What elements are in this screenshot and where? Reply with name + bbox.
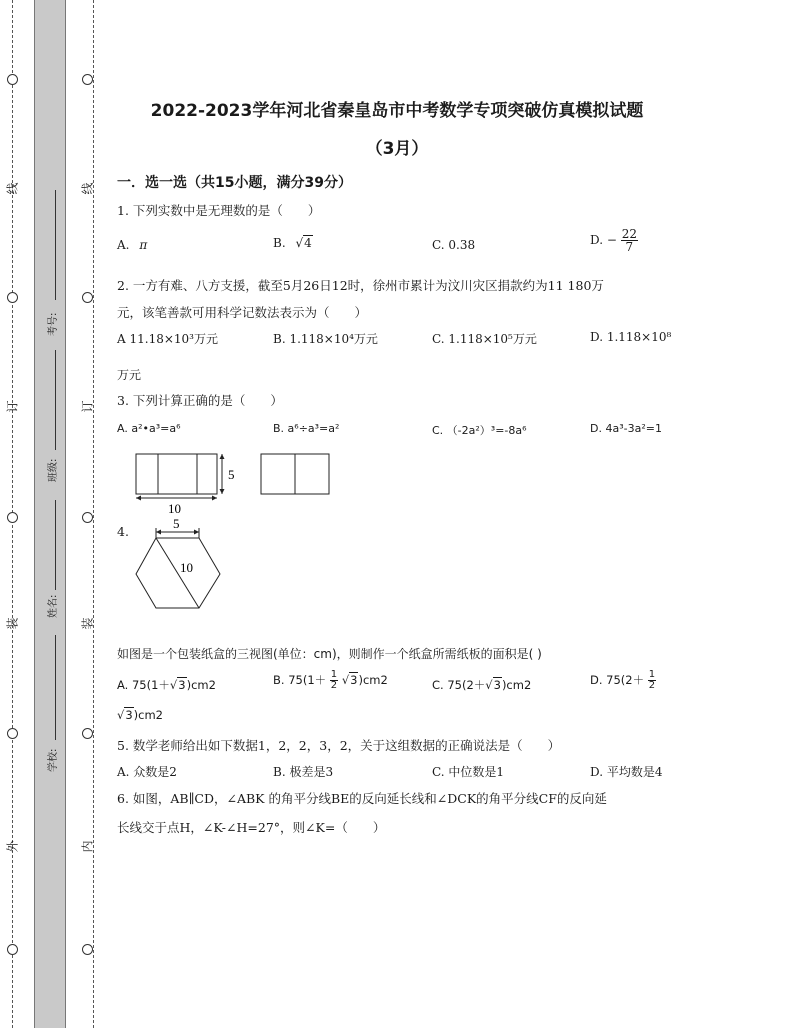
question-5-stem: 5. 数学老师给出如下数据1，2，2，3，2，关于这组数据的正确说法是（ ） [117,738,561,753]
question-1-stem: 1. 下列实数中是无理数的是（ ） [117,203,321,218]
dimension-label-side: 5 [173,516,180,531]
field-exam-number-blank[interactable] [55,190,56,300]
q4-b-denominator: 2 [330,680,338,691]
q3-option-b[interactable]: B. a⁶÷a³=a² [273,422,340,435]
arrowhead [212,496,217,501]
margin-char: 外 [5,840,20,853]
q4-option-c[interactable] [432,677,531,693]
q4-d-prefix: D. 75(2＋ [590,673,645,687]
q5-option-a[interactable]: A. 众数是2 [117,765,177,779]
q4-three-view-figure [120,448,350,613]
q4-a-prefix: A. 75(1＋ [117,678,170,692]
q1-option-c[interactable]: C. 0.38 [432,238,476,252]
arrowhead [194,530,199,535]
arrowhead [136,496,141,501]
binding-hole [82,944,93,955]
dimension-label-width: 10 [168,501,181,516]
q1-option-b[interactable] [273,236,313,250]
q1-d-label: D. − [590,233,617,247]
binding-hole [7,728,18,739]
margin-char: 内 [80,840,95,853]
dimension-label-height: 5 [228,467,235,482]
question-2-stem-line1: 2. 一方有难、八方支援，截至5月26日12时，徐州市累计为汶川灾区捐款约为11 180万 [117,278,604,293]
q5-option-d[interactable]: D. 平均数是4 [590,765,663,779]
binding-hole [7,292,18,303]
q1-a-label: A. [117,238,130,252]
margin-char: 订 [5,400,20,413]
q3-option-d[interactable]: D. 4a³-3a²=1 [590,422,662,435]
question-4-number: 4. [117,524,129,539]
field-class-label: 班级: [48,458,59,482]
q4-option-b[interactable] [273,670,388,691]
q2-option-d[interactable]: D. 1.118×10⁸ [590,330,672,344]
q4-c-radicand: 3 [493,678,501,692]
q1-b-label: B. [273,236,286,250]
binding-hole [82,74,93,85]
question-3-stem: 3. 下列计算正确的是（ ） [117,393,283,408]
binding-hole [7,944,18,955]
question-4-stem: 如图是一个包装纸盒的三视图(单位：cm)，则制作一个纸盒所需纸板的面积是( ) [117,647,542,661]
field-name-label: 姓名: [48,594,59,618]
field-exam-number-label: 考号: [48,312,59,336]
q4-a-radicand: 3 [178,678,186,692]
q4-option-a[interactable] [117,677,216,693]
sqrt-symbol: √ [341,673,350,687]
binding-hole [82,728,93,739]
q4-d-radicand: 3 [125,708,133,722]
q4-option-d-continued [117,708,163,722]
page-title: 2022-2023学年河北省秦皇岛市中考数学专项突破仿真模拟试题 [150,101,644,121]
q5-option-b[interactable]: B. 极差是3 [273,765,334,779]
question-6-stem-line2: 长线交于点H，∠K-∠H=27°，则∠K=（ ） [117,820,386,835]
front-view [136,454,217,494]
page-subtitle: （3月） [365,139,429,159]
q1-b-radicand: 4 [304,236,312,250]
q4-d-denominator: 2 [648,680,656,691]
binding-hole [7,74,18,85]
field-school-blank[interactable] [55,635,56,740]
q4-d-numerator: 1 [648,669,656,680]
arrowhead [220,454,225,459]
sqrt-symbol: √ [295,236,304,250]
q2-option-d-continued: 万元 [117,368,142,382]
arrowhead [220,489,225,494]
q3-option-a[interactable]: A. a²•a³=a⁶ [117,422,181,435]
q4-option-d[interactable] [590,670,656,691]
q2-option-a[interactable]: A 11.18×10³万元 [117,332,218,346]
q3-option-c[interactable]: C. （-2a²）³=-8a⁶ [432,424,527,437]
margin-char: 线 [5,182,20,195]
q4-b-numerator: 1 [330,669,338,680]
q1-option-d[interactable] [590,228,638,253]
q4-d-fraction [648,670,656,691]
q5-option-c[interactable]: C. 中位数是1 [432,765,505,779]
q1-d-denominator: 7 [625,240,634,254]
q1-a-value: π [139,238,148,252]
field-class-blank[interactable] [55,350,56,450]
dimension-label-diagonal: 10 [180,560,193,575]
q4-b-radicand: 3 [350,673,358,687]
q4-b-prefix: B. 75(1＋ [273,673,327,687]
q4-b-suffix: )cm2 [358,673,388,687]
margin-char: 装 [5,617,20,630]
margin-char: 线 [80,182,95,195]
section-heading: 一．选一选（共15小题，满分39分） [117,175,352,191]
question-2-stem-line2: 元，该笔善款可用科学记数法表示为（ ） [117,305,368,320]
q4-c-prefix: C. 75(2＋ [432,678,486,692]
margin-char: 装 [80,617,95,630]
sqrt-symbol: √ [485,678,493,692]
q4-d-suffix: )cm2 [133,708,163,722]
q2-option-b[interactable]: B. 1.118×10⁴万元 [273,332,378,346]
q4-c-suffix: )cm2 [501,678,532,692]
q1-option-a[interactable] [117,238,147,252]
question-6-stem-line1: 6. 如图，AB∥CD，∠ABK 的角平分线BE的反向延长线和∠DCK的角平分线CF的反向延 [117,791,607,806]
field-name-blank[interactable] [55,500,56,590]
q4-b-fraction [330,670,338,691]
q4-a-suffix: )cm2 [186,678,216,692]
q2-option-c[interactable]: C. 1.118×10⁵万元 [432,332,537,346]
margin-char: 订 [80,400,95,413]
arrowhead [156,530,161,535]
binding-hole [7,512,18,523]
q1-d-numerator: 22 [621,227,637,241]
field-school-label: 学校: [48,748,59,772]
binding-hole [82,292,93,303]
sqrt-symbol: √ [117,708,125,722]
sqrt-symbol: √ [169,678,178,692]
binding-hole [82,512,93,523]
q1-d-fraction [621,228,638,253]
